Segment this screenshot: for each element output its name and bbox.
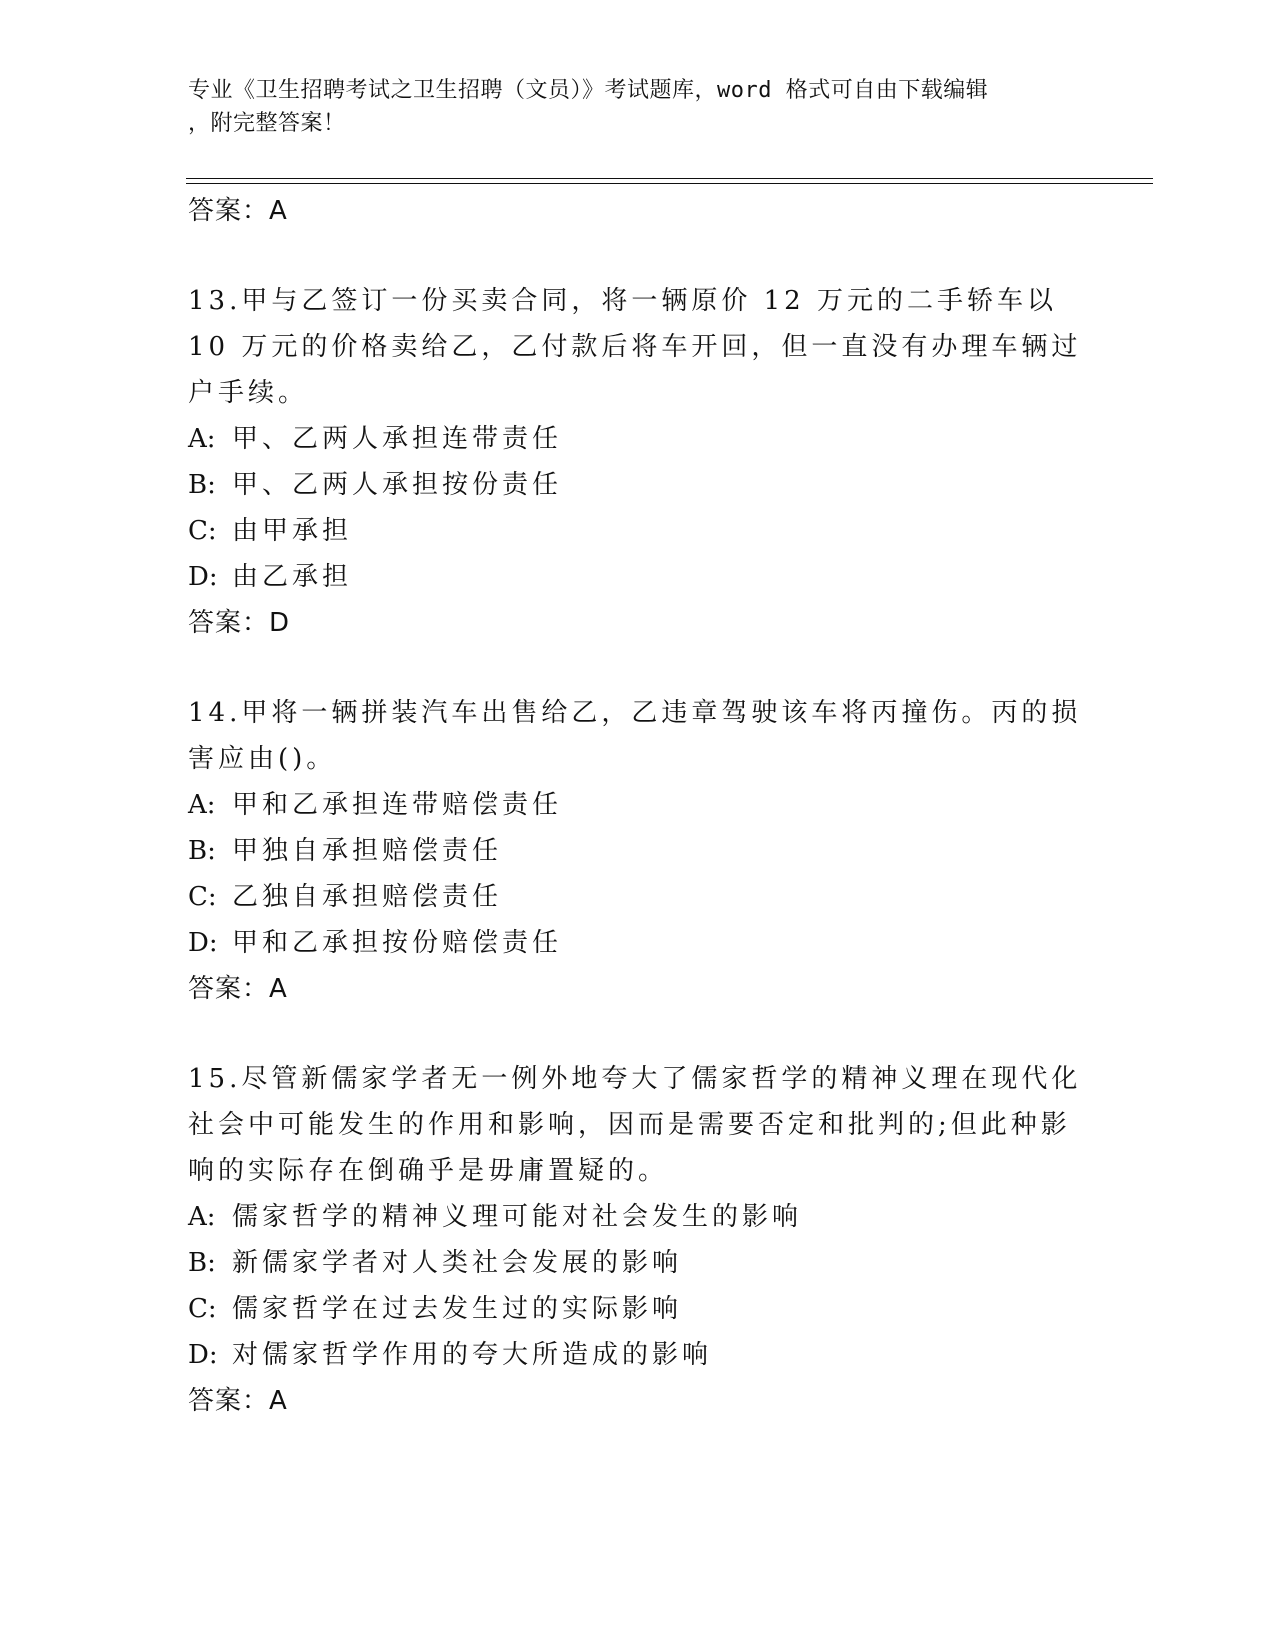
option-letter: B: xyxy=(188,1248,216,1278)
option-letter: D: xyxy=(188,928,218,958)
option-letter: D: xyxy=(188,1340,218,1370)
option-text: 甲和乙承担按份赔偿责任 xyxy=(232,928,563,958)
answer-line: 答案：D xyxy=(188,608,291,638)
option-text: 乙独自承担赔偿责任 xyxy=(232,882,503,912)
option-letter: A: xyxy=(188,790,216,820)
option-a xyxy=(188,416,1088,462)
option-d xyxy=(188,1332,1088,1378)
option-b xyxy=(188,462,1088,508)
question-stem: 14.甲将一辆拼装汽车出售给乙，乙违章驾驶该车将丙撞伤。丙的损害应由()。 xyxy=(188,698,1082,774)
option-text: 甲、乙两人承担连带责任 xyxy=(232,424,563,454)
question-15 xyxy=(188,1056,1088,1424)
option-letter: D: xyxy=(188,562,218,592)
header-rule-bottom xyxy=(186,183,1153,184)
question-stem: 15.尽管新儒家学者无一例外地夸大了儒家哲学的精神义理在现代化社会中可能发生的作用和影响，因而是需要否定和批判的;但此种影响的实际存在倒确乎是毋庸置疑的。 xyxy=(188,1064,1082,1186)
option-letter: C: xyxy=(188,516,217,546)
option-text: 儒家哲学在过去发生过的实际影响 xyxy=(232,1294,683,1324)
option-c xyxy=(188,508,1088,554)
answer-line: 答案：A xyxy=(188,1386,288,1416)
option-text: 对儒家哲学作用的夸大所造成的影响 xyxy=(232,1340,713,1370)
option-text: 新儒家学者对人类社会发展的影响 xyxy=(232,1248,683,1278)
option-d xyxy=(188,554,1088,600)
option-letter: B: xyxy=(188,470,216,500)
option-text: 儒家哲学的精神义理可能对社会发生的影响 xyxy=(232,1202,803,1232)
document-body xyxy=(188,188,1088,1424)
option-letter: C: xyxy=(188,1294,217,1324)
header-rule-top xyxy=(186,178,1153,179)
option-letter: A: xyxy=(188,1202,216,1232)
option-text: 甲、乙两人承担按份责任 xyxy=(232,470,563,500)
option-a xyxy=(188,1194,1088,1240)
option-letter: B: xyxy=(188,836,216,866)
option-letter: A: xyxy=(188,424,216,454)
option-d xyxy=(188,920,1088,966)
option-text: 由甲承担 xyxy=(232,516,353,546)
option-b xyxy=(188,828,1088,874)
header-line-1: 专业《卫生招聘考试之卫生招聘（文员）》考试题库，word 格式可自由下载编辑 xyxy=(188,78,989,103)
document-header xyxy=(188,74,1068,140)
option-c xyxy=(188,874,1088,920)
option-c xyxy=(188,1286,1088,1332)
header-line-2: ，附完整答案！ xyxy=(188,111,346,136)
answer-line: 答案：A xyxy=(188,196,288,226)
question-13 xyxy=(188,278,1088,646)
option-text: 甲独自承担赔偿责任 xyxy=(232,836,503,866)
question-14 xyxy=(188,690,1088,1012)
answer-line: 答案：A xyxy=(188,974,288,1004)
question-stem: 13.甲与乙签订一份买卖合同，将一辆原价 12 万元的二手轿车以 10 万元的价格卖给乙，乙付款后将车开回，但一直没有办理车辆过户手续。 xyxy=(188,286,1082,408)
option-b xyxy=(188,1240,1088,1286)
option-text: 由乙承担 xyxy=(232,562,353,592)
option-text: 甲和乙承担连带赔偿责任 xyxy=(232,790,563,820)
option-letter: C: xyxy=(188,882,217,912)
option-a xyxy=(188,782,1088,828)
